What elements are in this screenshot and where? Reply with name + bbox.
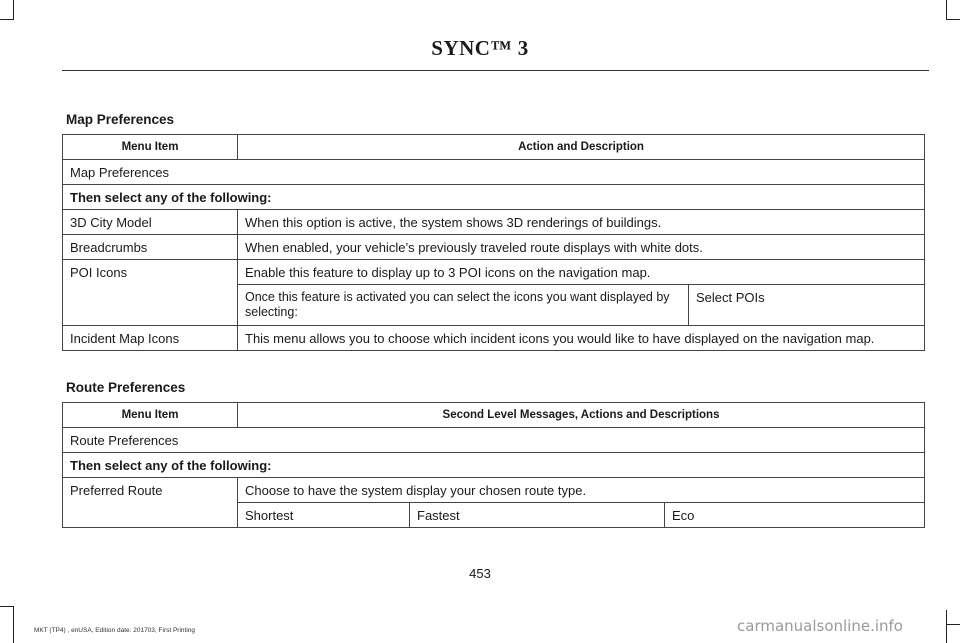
table-row <box>63 185 925 210</box>
footer-edition-text: MKT (TP4) , enUSA, Edition date: 201703, First Printing <box>34 627 196 634</box>
page-number: 453 <box>469 566 491 581</box>
menu-item-cell: Preferred Route <box>63 478 238 528</box>
route-preferences-heading: Route Preferences <box>66 380 186 395</box>
column-header-menu-item: Menu Item <box>63 403 238 428</box>
menu-item-cell: Incident Map Icons <box>63 326 238 351</box>
table-row <box>63 160 925 185</box>
column-header-menu-item: Menu Item <box>63 135 238 160</box>
table-row <box>63 453 925 478</box>
description-cell: Choose to have the system display your chosen route type. <box>238 478 925 503</box>
table-row <box>63 260 925 285</box>
table-row <box>63 478 925 503</box>
table-header-row <box>63 403 925 428</box>
menu-item-cell: POI Icons <box>63 260 238 326</box>
crop-mark-bottom-left-h <box>0 606 14 607</box>
map-preferences-table <box>62 134 925 351</box>
route-option-cell: Shortest <box>238 503 410 528</box>
column-header-action: Action and Description <box>238 135 925 160</box>
description-cell: This menu allows you to choose which incident icons you would like to have displayed on the navigation map. <box>238 326 925 351</box>
row-menu-name: Route Preferences <box>63 428 925 453</box>
map-preferences-heading: Map Preferences <box>66 112 175 127</box>
watermark-text: carmanualsonline.info <box>737 617 903 635</box>
crop-mark-bottom-left <box>13 606 14 643</box>
route-preferences-table <box>62 402 925 528</box>
menu-item-cell: 3D City Model <box>63 210 238 235</box>
table-row <box>63 235 925 260</box>
description-cell: When this option is active, the system shows 3D renderings of buildings. <box>238 210 925 235</box>
route-option-cell: Fastest <box>410 503 665 528</box>
sub-description-cell: Once this feature is activated you can select the icons you want displayed by selecting: <box>238 285 689 326</box>
route-option-cell: Eco <box>665 503 925 528</box>
page-header-title: SYNC™ 3 <box>431 36 529 60</box>
crop-mark-top-left <box>13 0 14 19</box>
row-instruction: Then select any of the following: <box>63 185 925 210</box>
row-instruction: Then select any of the following: <box>63 453 925 478</box>
table-header-row <box>63 135 925 160</box>
crop-mark-top-right-h <box>946 19 960 20</box>
column-header-messages: Second Level Messages, Actions and Descriptions <box>238 403 925 428</box>
crop-mark-bottom-right <box>946 610 947 643</box>
description-cell: When enabled, your vehicle’s previously traveled route displays with white dots. <box>238 235 925 260</box>
table-row <box>63 428 925 453</box>
row-menu-name: Map Preferences <box>63 160 925 185</box>
sub-option-cell: Select POIs <box>689 285 925 326</box>
description-cell: Enable this feature to display up to 3 POI icons on the navigation map. <box>238 260 925 285</box>
table-row <box>63 326 925 351</box>
header-rule <box>62 70 929 71</box>
crop-mark-top-right <box>946 0 947 19</box>
crop-mark-bottom-right-h <box>946 624 960 625</box>
table-row <box>63 210 925 235</box>
crop-mark-top-left-h <box>0 19 14 20</box>
menu-item-cell: Breadcrumbs <box>63 235 238 260</box>
